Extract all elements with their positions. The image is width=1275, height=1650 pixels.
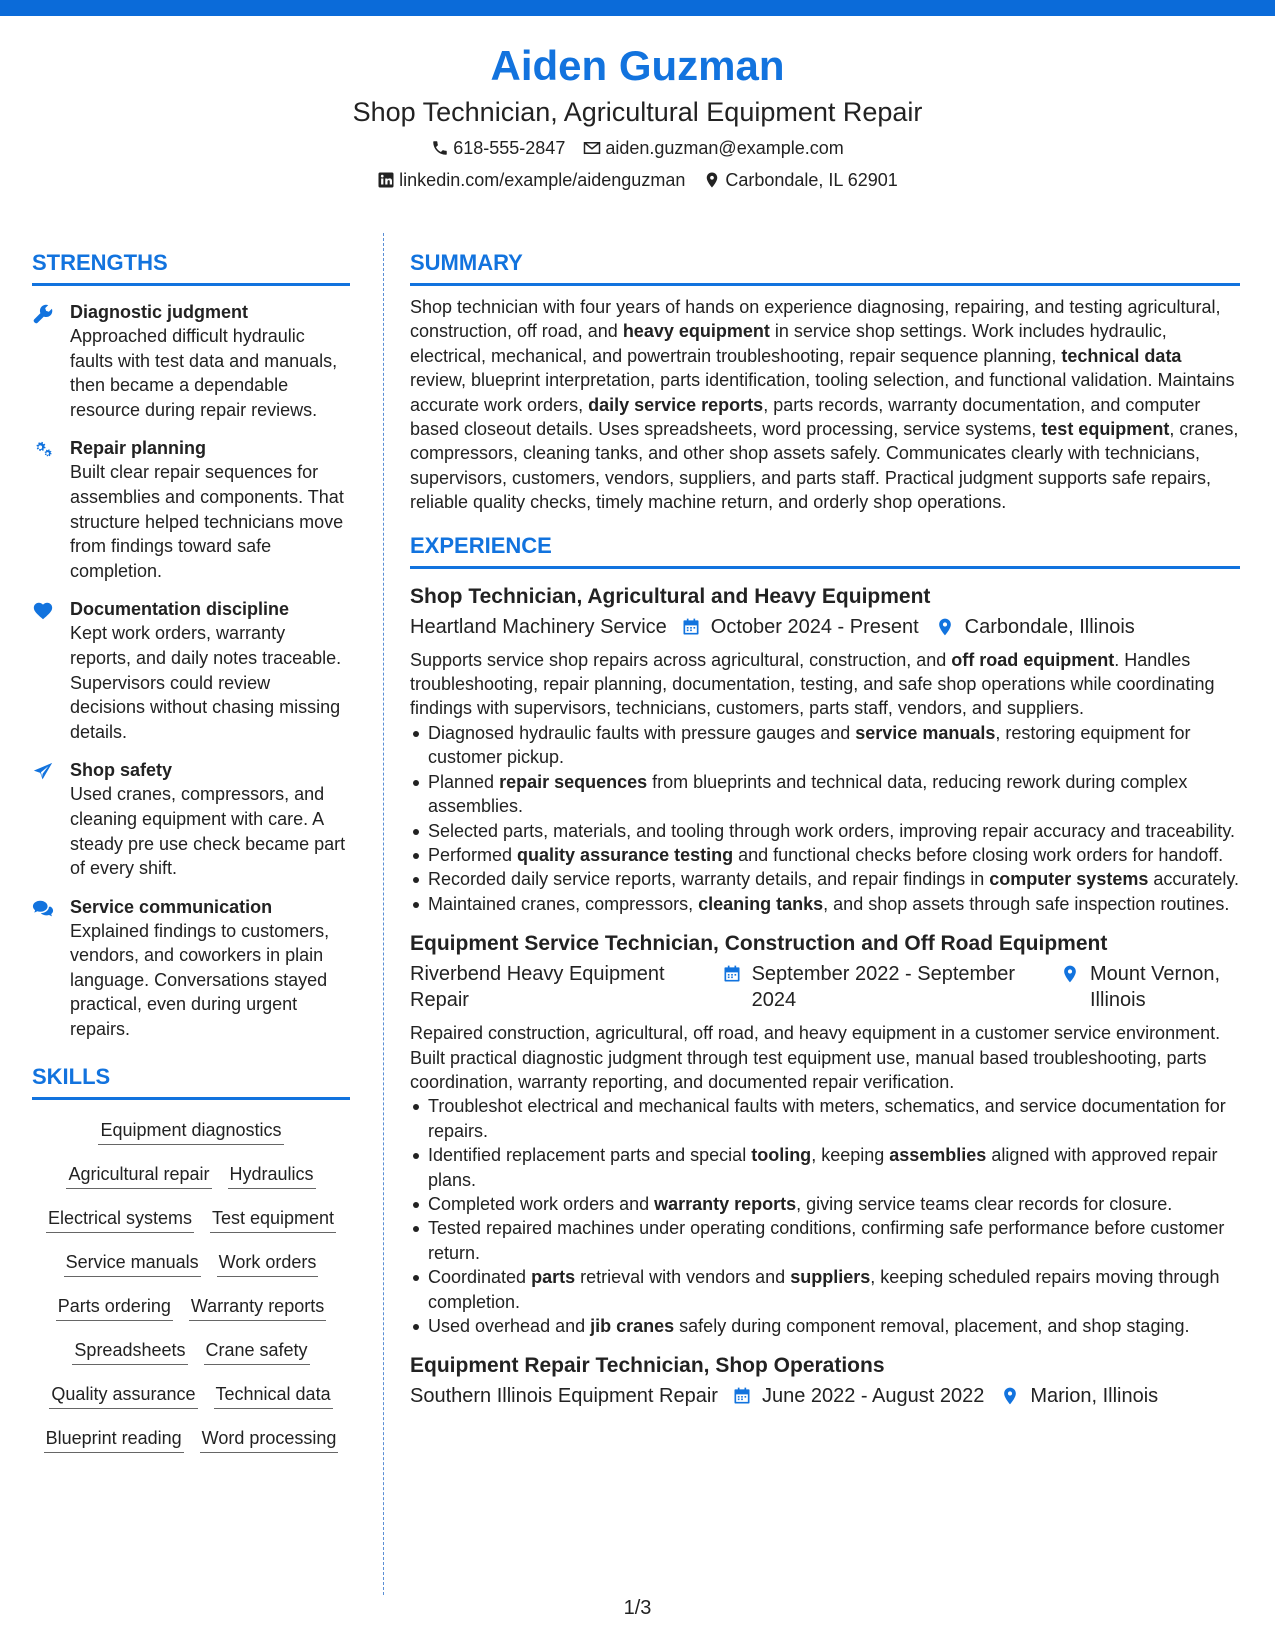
resume-header — [0, 40, 1275, 192]
email-text: aiden.guzman@example.com — [605, 138, 844, 158]
skill-tag: Technical data — [214, 1382, 333, 1409]
strengths-heading: STRENGTHS — [32, 248, 350, 286]
strength-item — [32, 758, 350, 880]
bullet-item: Recorded daily service reports, warranty details, and repair findings in computer systems accurately. — [410, 867, 1240, 891]
skill-tag: Crane safety — [204, 1338, 310, 1365]
summary-text: Shop technician with four years of hands on experience diagnosing, repairing, and testing agricultural, construction, off road, and heavy equipment in service shop settings. Work includes hydraulic, electrical, mechanical, and powertrain troubleshooting, repair sequence planning, technical data review, blueprint interpretation, parts identification, tooling selection, and functional validation. Maintains accurate work orders, daily service reports, parts records, warranty documentation, and computer based closeout details. Uses spreadsheets, word processing, service systems, test equipment, cranes, compressors, cleaning tanks, and other shop assets safely. Communicates clearly with technicians, supervisors, customers, vendors, suppliers, and parts staff. Practical judgment supports safe repairs, reliable quality checks, timely machine return, and orderly shop operations. — [410, 297, 1239, 513]
linkedin-contact[interactable] — [377, 168, 685, 192]
strength-desc: Used cranes, compressors, and cleaning equipment with care. A steady pre use check became part of every shift. — [70, 784, 346, 879]
skill-tag: Warranty reports — [189, 1294, 326, 1321]
skills-heading: SKILLS — [32, 1062, 350, 1100]
strength-name: Shop safety — [70, 760, 173, 781]
job-title: Equipment Service Technician, Construction and Off Road Equipment — [410, 932, 1108, 956]
job-bullets — [410, 721, 1240, 916]
job-meta — [410, 961, 1240, 1013]
bullet-item: Troubleshot electrical and mechanical faults with meters, schematics, and service documentation for repairs. — [410, 1094, 1240, 1143]
calendar-icon — [722, 964, 742, 984]
skill-tag: Agricultural repair — [66, 1162, 211, 1189]
right-column — [410, 248, 1240, 1409]
bullet-item: Completed work orders and warranty reports, giving service teams clear records for closure. — [410, 1192, 1240, 1216]
job-company: Southern Illinois Equipment Repair — [410, 1385, 718, 1408]
strength-name: Documentation discipline — [70, 599, 290, 620]
job-entry — [410, 1352, 1240, 1409]
skill-tag: Test equipment — [210, 1206, 336, 1233]
summary-heading: SUMMARY — [410, 248, 1240, 286]
job-dates: October 2024 - Present — [710, 615, 919, 638]
strength-item — [32, 436, 350, 583]
skill-tag: Service manuals — [64, 1250, 201, 1277]
skill-tag: Quality assurance — [49, 1382, 197, 1409]
skill-tag: Word processing — [200, 1426, 339, 1453]
bullet-item: Maintained cranes, compressors, cleaning tanks, and shop assets through safe inspection routines. — [410, 892, 1240, 916]
strength-name: Diagnostic judgment — [70, 302, 249, 322]
strength-desc: Built clear repair sequences for assemblies and components. That structure helped technicians move from findings toward safe completion. — [70, 462, 344, 581]
contact-row-1 — [0, 136, 1275, 160]
job-meta — [410, 1383, 1240, 1409]
job-title: Shop Technician, Agricultural and Heavy Equipment — [410, 584, 931, 608]
calendar-icon — [681, 617, 701, 637]
strength-name: Repair planning — [70, 438, 207, 459]
gears-icon — [32, 439, 54, 461]
bullet-item: Diagnosed hydraulic faults with pressure gauges and service manuals, restoring equipment for customer pickup. — [410, 721, 1240, 770]
experience-heading: EXPERIENCE — [410, 531, 1240, 569]
candidate-title: Shop Technician, Agricultural Equipment Repair — [352, 97, 923, 127]
calendar-icon — [732, 1386, 752, 1406]
skill-tag: Spreadsheets — [72, 1338, 187, 1365]
bullet-item: Identified replacement parts and special tooling, keeping assemblies aligned with approved repair plans. — [410, 1143, 1240, 1192]
bullet-item: Performed quality assurance testing and functional checks before closing work orders for handoff. — [410, 843, 1240, 867]
contact-row-2 — [0, 168, 1275, 192]
strength-item — [32, 895, 350, 1042]
job-dates: June 2022 - August 2022 — [761, 1385, 985, 1408]
bullet-item: Selected parts, materials, and tooling through work orders, improving repair accuracy and traceability. — [410, 819, 1240, 843]
job-meta — [410, 614, 1240, 640]
job-entry — [410, 930, 1240, 1338]
job-company: Riverbend Heavy Equipment Repair — [410, 963, 665, 1012]
phone-icon — [431, 139, 449, 157]
skill-tag: Work orders — [217, 1250, 319, 1277]
job-bullets — [410, 1094, 1240, 1338]
phone-text: 618-555-2847 — [453, 138, 566, 158]
job-description: Supports service shop repairs across agricultural, construction, and off road equipment. Handles troubleshooting, repair planning, documentation, testing, and safe shop operations while coordinating findings with supervisors, technicians, customers, parts staff, vendors, and suppliers. — [410, 649, 1215, 719]
skill-tag: Parts ordering — [56, 1294, 173, 1321]
envelope-icon — [583, 139, 601, 157]
skill-tag: Equipment diagnostics — [98, 1118, 283, 1145]
paper-plane-icon — [32, 761, 54, 783]
job-entry — [410, 583, 1240, 916]
strength-name: Service communication — [70, 896, 273, 917]
strength-desc: Explained findings to customers, vendors, and coworkers in plain language. Conversations stayed practical, even during urgent repairs. — [70, 920, 330, 1040]
map-pin-icon — [1000, 1386, 1020, 1406]
strength-item — [32, 597, 350, 744]
strength-desc: Approached difficult hydraulic faults with test data and manuals, then became a dependable resource during repair reviews. — [70, 326, 338, 420]
linkedin-icon — [377, 171, 395, 189]
phone-contact[interactable] — [431, 136, 565, 160]
strength-item — [32, 300, 350, 422]
strength-desc: Kept work orders, warranty reports, and daily notes traceable. Supervisors could review decisions without chasing missing details. — [70, 623, 342, 742]
skills-list — [32, 1118, 350, 1453]
job-title: Equipment Repair Technician, Shop Operations — [410, 1354, 885, 1378]
jobs-list — [410, 583, 1240, 1410]
left-column — [32, 248, 350, 1470]
map-pin-icon — [703, 171, 721, 189]
email-contact[interactable] — [583, 136, 843, 160]
skill-tag: Electrical systems — [46, 1206, 194, 1233]
map-pin-icon — [935, 617, 955, 637]
page-number: 1/3 — [623, 1597, 652, 1619]
job-location: Mount Vernon, Illinois — [1090, 963, 1221, 1012]
job-dates: September 2022 - September 2024 — [751, 963, 1016, 1012]
map-pin-icon — [1060, 964, 1080, 984]
job-company: Heartland Machinery Service — [410, 615, 667, 638]
job-location: Carbondale, Illinois — [964, 615, 1135, 638]
candidate-name: Aiden Guzman — [490, 42, 785, 89]
bullet-item: Planned repair sequences from blueprints and technical data, reducing rework during complex assemblies. — [410, 770, 1240, 819]
bullet-item: Tested repaired machines under operating conditions, confirming safe performance before customer return. — [410, 1216, 1240, 1265]
wrench-icon — [32, 303, 54, 325]
top-accent-bar — [0, 0, 1275, 16]
linkedin-text: linkedin.com/example/aidenguzman — [399, 170, 686, 190]
chat-bubbles-icon — [32, 898, 54, 920]
job-description: Repaired construction, agricultural, off road, and heavy equipment in a customer service environment. Built practical diagnostic judgment through test equipment use, manual based troubleshooting, parts coordination, warranty reporting, and documented repair verification. — [410, 1023, 1221, 1092]
skill-tag: Blueprint reading — [44, 1426, 184, 1453]
bullet-item: Coordinated parts retrieval with vendors and suppliers, keeping scheduled repairs moving through completion. — [410, 1265, 1240, 1314]
column-divider — [383, 233, 384, 1595]
bullet-item: Used overhead and jib cranes safely during component removal, placement, and shop staging. — [410, 1314, 1240, 1338]
location-contact — [703, 168, 897, 192]
job-location: Marion, Illinois — [1030, 1385, 1159, 1408]
skill-tag: Hydraulics — [228, 1162, 316, 1189]
location-text: Carbondale, IL 62901 — [725, 170, 898, 190]
heart-icon — [32, 600, 54, 622]
